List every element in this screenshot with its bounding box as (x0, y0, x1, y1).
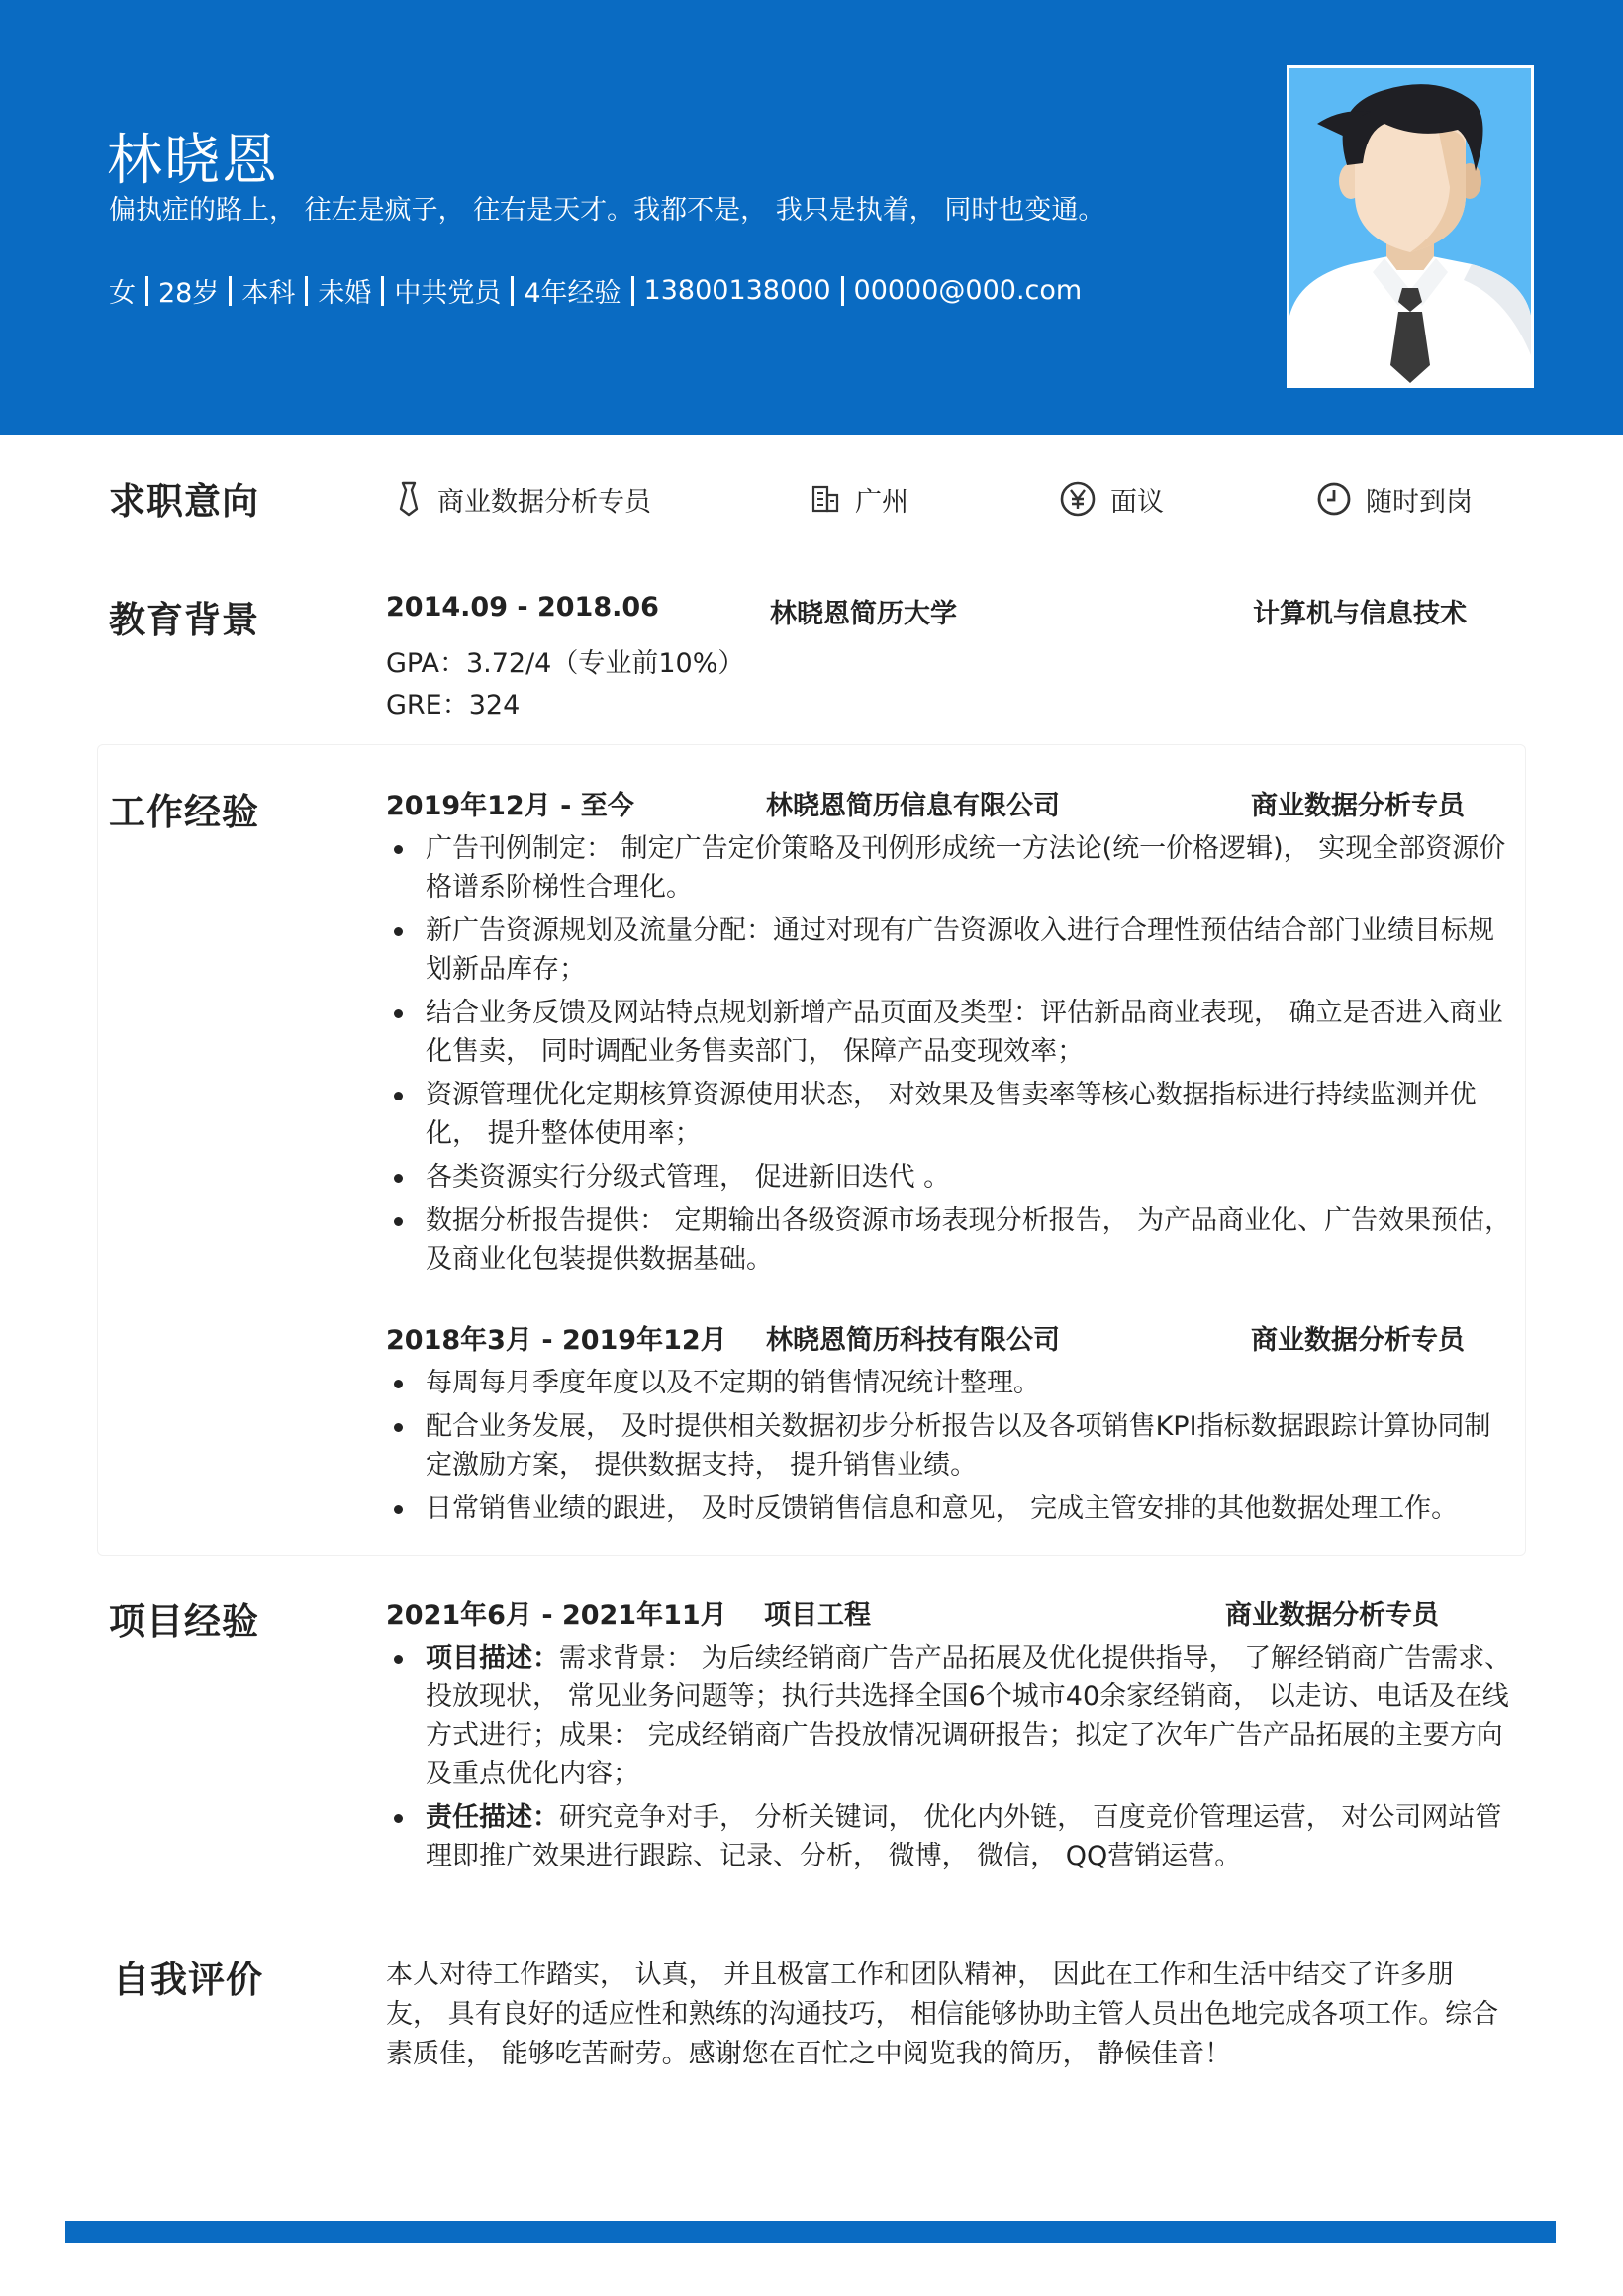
job1-title: 商业数据分析专员 (1251, 791, 1465, 821)
edu-gre: GRE：324 (386, 690, 521, 720)
list-item: 新广告资源规划及流量分配：通过对现有广告资源收入进行合理性预估结合部门业绩目标规划新品库存； (388, 911, 1512, 989)
avatar-illustration (1289, 68, 1531, 385)
edu-major: 计算机与信息技术 (1253, 599, 1467, 629)
intent-salary (1059, 479, 1164, 519)
list-item: 日常销售业绩的跟进， 及时反馈销售信息和意见， 完成主管安排的其他数据处理工作。 (388, 1489, 1512, 1528)
intent-city-text: 广州 (855, 486, 908, 518)
edu-gpa: GPA：3.72/4（专业前10%） (386, 648, 745, 679)
list-item: 广告刊例制定： 制定广告定价策略及刊例形成统一方法论(统一价格逻辑)， 实现全部资源价格谱系阶梯性合理化。 (388, 829, 1512, 907)
info-degree: 本科 (241, 278, 296, 309)
section-title-work: 工作经验 (109, 791, 259, 833)
divider (631, 276, 634, 306)
info-political: 中共党员 (394, 278, 502, 309)
job2-title: 商业数据分析专员 (1251, 1325, 1465, 1356)
info-marital: 未婚 (318, 278, 372, 309)
divider (511, 276, 514, 306)
building-icon (810, 483, 841, 515)
list-item: 配合业务发展， 及时提供相关数据初步分析报告以及各项销售KPI指标数据跟踪计算协同制定激励方案， 提供数据支持， 提升销售业绩。 (388, 1407, 1512, 1484)
header-banner (0, 0, 1623, 435)
list-item: 各类资源实行分级式管理， 促进新旧迭代 。 (388, 1158, 1512, 1196)
yen-icon (1059, 480, 1097, 518)
section-title-intent: 求职意向 (109, 480, 259, 523)
job1-company: 林晓恩简历信息有限公司 (766, 791, 1060, 821)
edu-period: 2014.09 - 2018.06 (386, 592, 659, 622)
section-title-education: 教育背景 (109, 599, 259, 641)
avatar (1287, 65, 1534, 388)
clock-icon (1316, 481, 1352, 517)
project-name: 项目工程 (764, 1600, 871, 1631)
footer-bar (65, 2221, 1556, 2243)
list-item (388, 1639, 1512, 1793)
divider (145, 276, 148, 306)
section-title-project: 项目经验 (109, 1600, 259, 1643)
project-desc-label: 项目描述： (426, 1643, 559, 1674)
self-evaluation-text: 本人对待工作踏实， 认真， 并且极富工作和团队精神， 因此在工作和生活中结交了许多朋友， 具有良好的适应性和熟练的沟通技巧， 相信能够协助主管人员出色地完成各项工作。综合素质佳， 能够吃苦耐劳。感谢您在百忙之中阅览我的简历， 静候佳音！ (386, 1960, 1499, 2069)
candidate-name: 林晓恩 (107, 129, 279, 193)
job2-duties (388, 1364, 1512, 1533)
info-phone: 13800138000 (643, 275, 831, 306)
job1-duties (388, 829, 1512, 1284)
edu-school: 林晓恩简历大学 (770, 599, 957, 629)
job2-company: 林晓恩简历科技有限公司 (766, 1325, 1060, 1356)
project-details (388, 1639, 1512, 1880)
list-item: 结合业务反馈及网站特点规划新增产品页面及类型：评估新品商业表现， 确立是否进入商业化售卖， 同时调配业务售卖部门， 保障产品变现效率； (388, 994, 1512, 1071)
motto: 偏执症的路上， 往左是疯子， 往右是天才。我都不是， 我只是执着， 同时也变通。 (109, 195, 1105, 226)
intent-availability (1316, 479, 1473, 519)
info-age: 28岁 (158, 278, 220, 309)
project-duty-text: 研究竞争对手， 分析关键词， 优化内外链， 百度竞价管理运营， 对公司网站管理即推广效果进行跟踪、记录、分析， 微博， 微信， QQ营销运营。 (426, 1802, 1502, 1871)
project-title: 商业数据分析专员 (1225, 1600, 1439, 1631)
list-item: 数据分析报告提供： 定期输出各级资源市场表现分析报告， 为产品商业化、广告效果预估， 及商业化包装提供数据基础。 (388, 1201, 1512, 1279)
intent-availability-text: 随时到岗 (1366, 486, 1473, 518)
info-email: 00000@000.com (853, 275, 1083, 306)
project-period: 2021年6月 - 2021年11月 (386, 1600, 727, 1631)
divider (381, 276, 384, 306)
info-gender: 女 (109, 278, 136, 309)
divider (841, 276, 844, 306)
intent-city (810, 479, 908, 519)
project-duty-label: 责任描述： (426, 1802, 559, 1833)
divider (229, 276, 232, 306)
list-item (388, 1798, 1512, 1875)
intent-salary-text: 面议 (1110, 486, 1164, 518)
intent-position (394, 479, 651, 519)
personal-info (109, 271, 1082, 310)
list-item: 每周每月季度年度以及不定期的销售情况统计整理。 (388, 1364, 1512, 1402)
job1-period: 2019年12月 - 至今 (386, 791, 634, 821)
job2-period: 2018年3月 - 2019年12月 (386, 1325, 727, 1356)
info-experience: 4年经验 (524, 278, 621, 309)
list-item: 资源管理优化定期核算资源使用状态， 对效果及售卖率等核心数据指标进行持续监测并优化， 提升整体使用率； (388, 1076, 1512, 1153)
section-title-self: 自我评价 (113, 1959, 263, 2001)
intent-position-text: 商业数据分析专员 (437, 486, 651, 518)
project-desc-text: 需求背景： 为后续经销商广告产品拓展及优化提供指导， 了解经销商广告需求、投放现状， 常见业务问题等；执行共选择全国6个城市40余家经销商， 以走访、电话及在线方式进行；成果： 完成经销商广告投放情况调研报告；拟定了次年广告产品拓展的主要方向及重点优化内容； (426, 1643, 1512, 1789)
tie-icon (394, 481, 424, 517)
divider (305, 276, 308, 306)
